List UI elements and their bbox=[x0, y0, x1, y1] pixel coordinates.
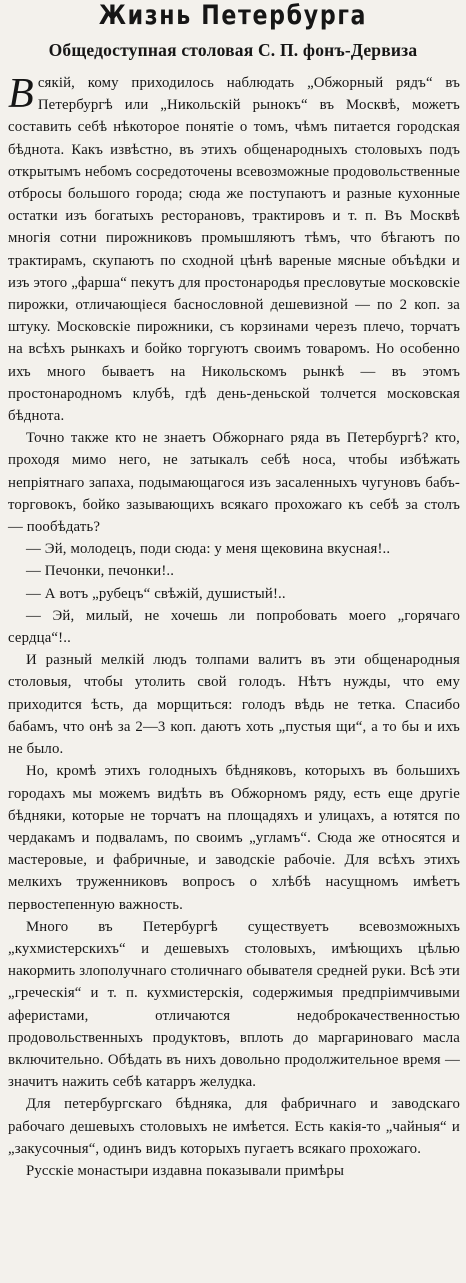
dialog-line-1: — Эй, молодецъ, поди сюда: у меня щековина вкусная!.. bbox=[26, 541, 391, 558]
paragraph-7: Русскіе монастыри издавна показывали примѣры bbox=[26, 1162, 345, 1179]
paragraph-6: Для петербургскаго бѣдняка, для фабричнаго и заводскаго рабочаго дешевыхъ столовыхъ не имѣется. Есть какія-то „чайныя“ и „закусочныя“, одинъ видъ которыхъ пугаетъ всякаго прохожаго. bbox=[8, 1096, 460, 1157]
article-subtitle: Общедоступная столовая С. П. фонъ-Дервиза bbox=[48, 40, 418, 60]
drop-cap: В bbox=[8, 71, 34, 117]
paragraph-3: И разный мелкій людъ толпами валитъ въ эти общенародныя столовыя, чтобы утолить свой голодъ. Нѣтъ нужды, что ему приходится ѣсть, да морщиться: голодъ вѣдь не тетка. Спасибо бабамъ, что онѣ за 2—3 коп. даютъ хоть „пустыя щи“, а то бы и ихъ не было. bbox=[8, 652, 460, 758]
dialog-line-4: — Эй, милый, не хочешь ли попробовать моего „горячаго сердца“!.. bbox=[8, 607, 460, 647]
dialog-line-3: — А вотъ „рубецъ“ свѣжій, душистый!.. bbox=[26, 585, 286, 602]
paragraph-1-text: сякій, кому приходилось наблюдать „Обжорный рядъ“ въ Петербургѣ или „Никольскій рынокъ“ въ Москвѣ, можетъ составить себѣ нѣкоторое понятіе о томъ, чѣмъ питается городская бѣднота. Какъ извѣстно, въ этихъ общенародныхъ столовыхъ подъ открытымъ небомъ сосредоточены всевозможные продовольственные отбросы большого города; сюда же поступаютъ и разные кухонные остатки изъ богатыхъ ресторановъ, трактировъ и т. п. Въ Москвѣ многія сотни пирожниковъ промышляютъ тѣмъ, что бѣгаютъ по трактирамъ, скупаютъ по сходной цѣнѣ вареные мясные объѣдки и изъ этого „фарша“ пекутъ для простонародья пресловутые московскіе пирожки, отличающіеся баснословной дешевизной — по 2 коп. за штуку. Московскіе пирожники, съ корзинами черезъ плечо, торчатъ на всѣхъ рынкахъ и бойко торгуютъ своимъ товаромъ. Но особенно ихъ много бываетъ на Никольскомъ рынкѣ — въ этомъ простонародномъ клубѣ, гдѣ день-деньской толчется московская бѣднота. bbox=[8, 75, 460, 425]
paragraph-4: Но, кромѣ этихъ голодныхъ бѣдняковъ, которыхъ въ большихъ городахъ мы можемъ видѣть въ Обжорномъ ряду, есть еще другіе бѣдняки, которые не торчатъ на площадяхъ и улицахъ, а ютятся по чердакамъ и подваламъ, по своимъ „угламъ“. Сюда же относятся и мастеровые, и фабричные, и заводскіе рабочіе. Для всѣхъ этихъ мелкихъ труженниковъ вопросъ о хлѣбѣ насущномъ имѣетъ первостепенную важность. bbox=[8, 763, 460, 913]
paragraph-5: Много въ Петербургѣ существуетъ всевозможныхъ „кухмистерскихъ“ и дешевыхъ столовыхъ, имѣющихъ цѣлью накормить злополучнаго столичнаго обывателя средней руки. Всѣ эти „греческія“ и т. п. кухмистерскія, содержимыя предпріимчивыми аферистами, отличаются недоброкачественностью продовольственныхъ продуктовъ, вплоть до маргариноваго масла включительно. Обѣдать въ нихъ довольно продолжительное время — значитъ нажить себѣ катарръ желудка. bbox=[8, 918, 460, 1091]
paragraph-1 bbox=[8, 72, 460, 427]
paragraph-2: Точно также кто не знаетъ Обжорнаго ряда въ Петербургѣ? кто, проходя мимо него, не затыкалъ себѣ носа, чтобы избѣжать непріятнаго запаха, подымающагося изъ засаленныхъ чугуновъ бабъ-торговокъ, бойко зазывающихъ всякаго прохожаго къ себѣ за столъ — пообѣдать? bbox=[8, 430, 460, 536]
page-title: Жизнь Петербурга bbox=[98, 0, 368, 31]
dialog-line-2: — Печонки, печонки!.. bbox=[26, 563, 175, 580]
article-body bbox=[8, 72, 460, 1182]
